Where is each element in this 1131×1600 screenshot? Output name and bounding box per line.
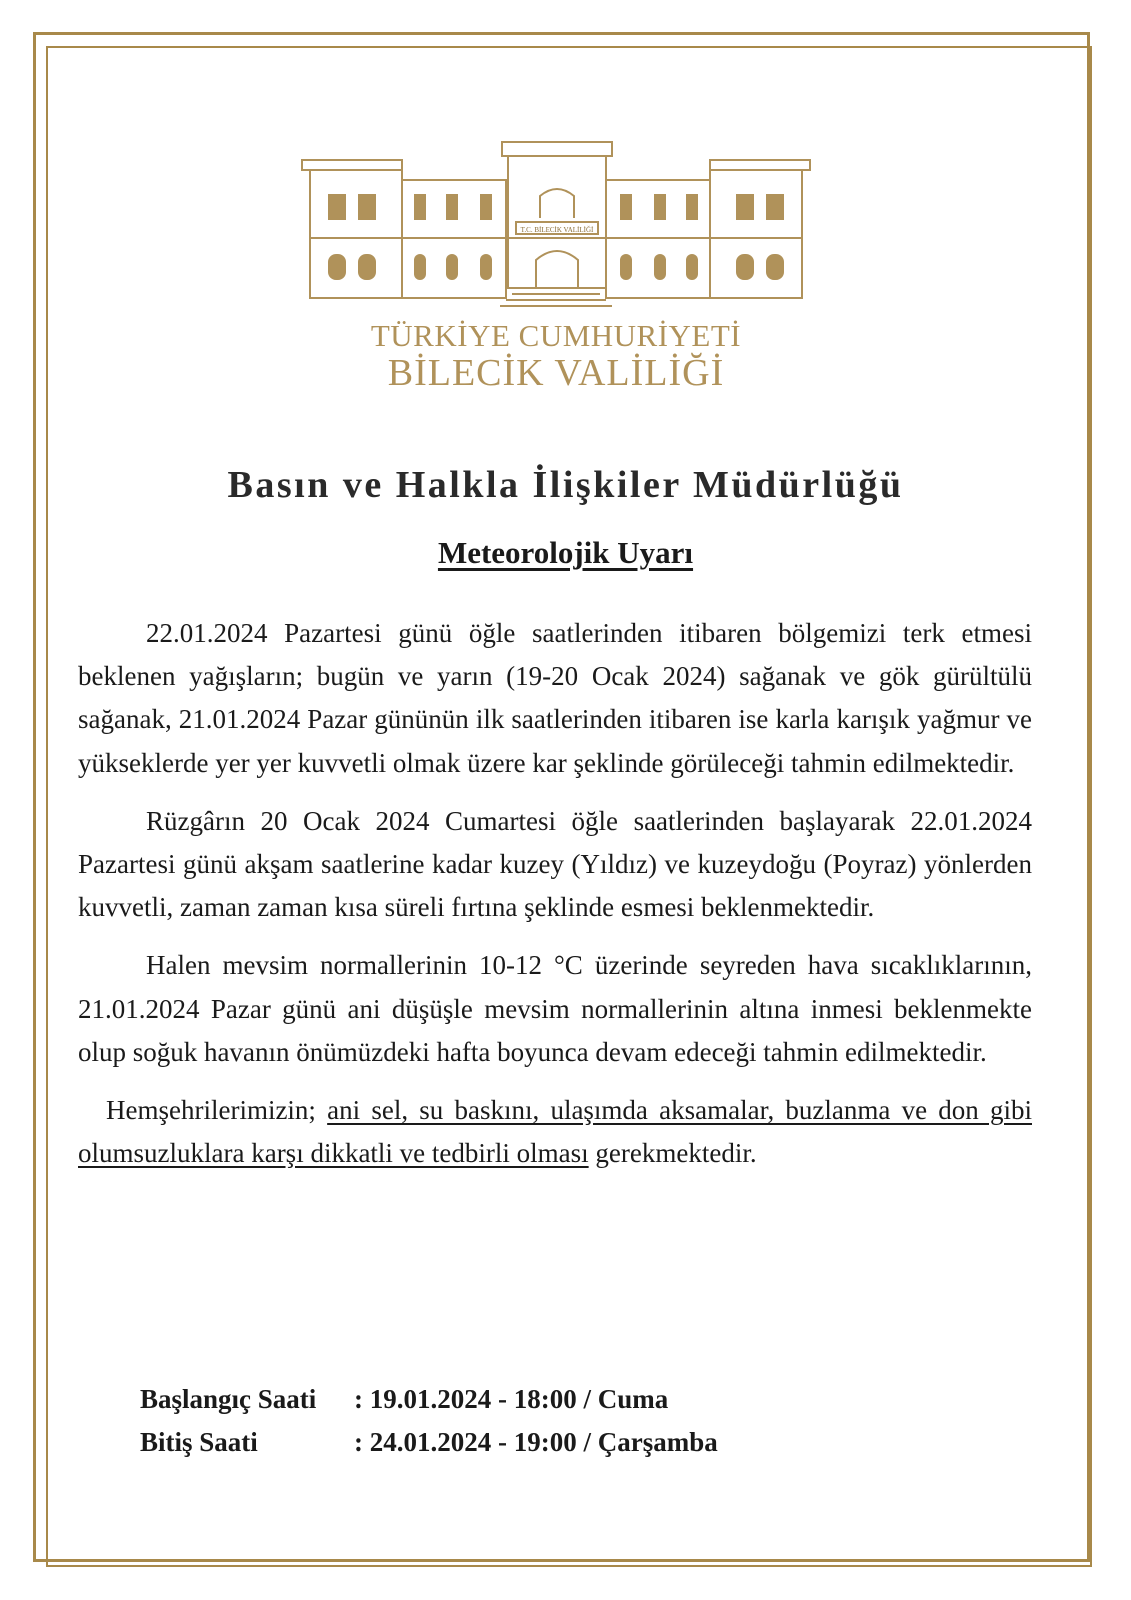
building-plaque-text: T.C. BİLECİK VALİLİĞİ bbox=[520, 226, 594, 234]
paragraph-rain-forecast: 22.01.2024 Pazartesi günü öğle saatlerinden itibaren bölgemizi terk etmesi beklenen yağışların; bugün ve yarın (19-20 Ocak 2024) sağanak ve gök gürültülü sağanak, 21.01.2024 Pazar gününün ilk saatlerinden itibaren ise karla karışık yağmur ve yükseklerde yer yer kuvvetli olmak üzere kar şeklinde görüleceği tahmin edilmektedir. bbox=[78, 618, 1032, 778]
paragraph-public-warning bbox=[78, 1089, 1032, 1175]
end-time-value: : 24.01.2024 - 19:00 / Çarşamba bbox=[354, 1427, 718, 1457]
end-time-row bbox=[140, 1421, 718, 1464]
logo-text-bilecik-valiligi: BİLECİK VALİLİĞİ bbox=[387, 352, 725, 394]
start-time-value: : 19.01.2024 - 18:00 / Cuma bbox=[354, 1384, 669, 1414]
warning-hazards: ani sel, su baskını, ulaşımda aksamalar, buzlanma ve don gibi olumsuzluklara karşı dikkatli ve tedbirli olması bbox=[78, 1095, 1032, 1169]
warning-period bbox=[140, 1378, 718, 1464]
start-time-row bbox=[140, 1378, 718, 1421]
end-time-label: Bitiş Saati bbox=[140, 1427, 258, 1457]
warning-intro: Hemşehrilerimizin; bbox=[106, 1095, 328, 1126]
document-body bbox=[78, 612, 1032, 1190]
department-heading: Basın ve Halkla İlişkiler Müdürlüğü bbox=[227, 464, 904, 506]
building-icon bbox=[296, 138, 816, 313]
paragraph-wind-forecast: Rüzgârın 20 Ocak 2024 Cumartesi öğle saatlerinden başlayarak 22.01.2024 Pazartesi günü akşam saatlerine kadar kuzey (Yıldız) ve kuzeydoğu (Poyraz) yönlerden kuvvetli, zaman zaman kısa süreli fırtına şeklinde esmesi beklenmektedir. bbox=[78, 805, 1032, 923]
bilecik-governorship-logo bbox=[296, 138, 816, 394]
document-title: Meteorolojik Uyarı bbox=[437, 535, 694, 570]
paragraph-temperature-forecast: Halen mevsim normallerinin 10-12 °C üzerinde seyreden hava sıcaklıklarının, 21.01.2024 Pazar günü ani düşüşle mevsim normallerinin altına inmesi beklenmekte olup soğuk havanın önümüzdeki hafta boyunca devam edeceği tahmin edilmektedir. bbox=[78, 950, 1032, 1067]
logo-text-turkiye-cumhuriyeti: TÜRKİYE CUMHURİYETİ bbox=[370, 318, 742, 353]
start-time-label: Başlangıç Saati bbox=[140, 1384, 317, 1414]
warning-closing: gerekmektedir. bbox=[588, 1138, 757, 1169]
